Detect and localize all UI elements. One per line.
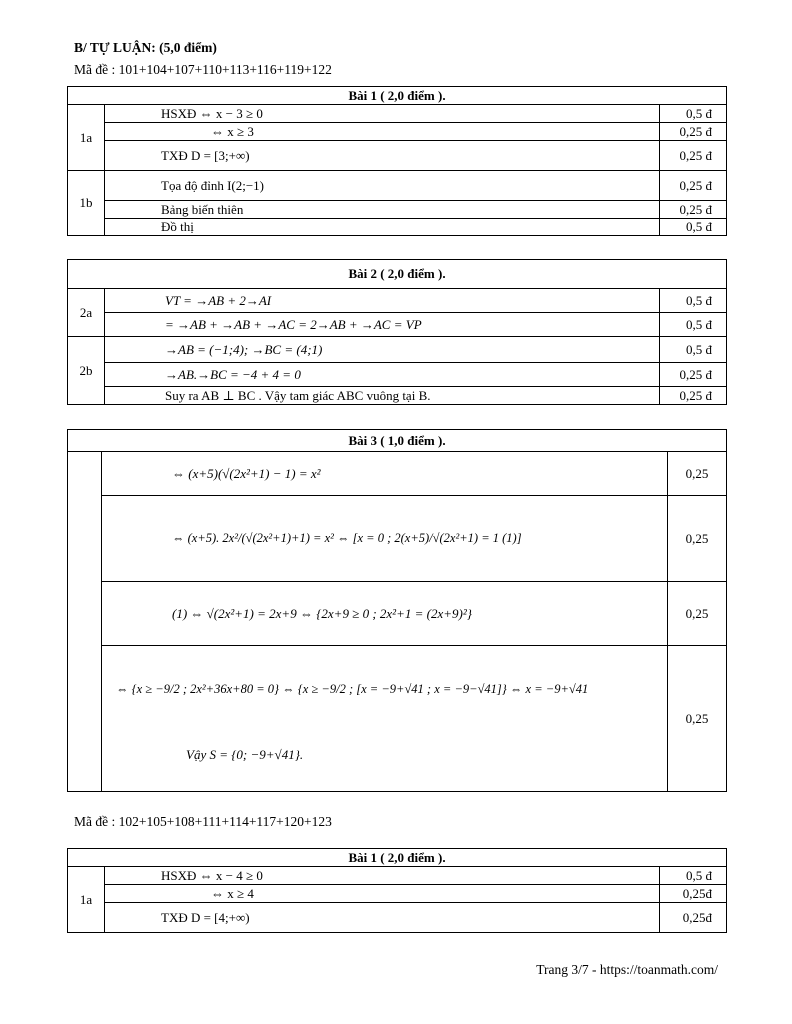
bai3-step4-cell: [102, 646, 668, 792]
bai3-step4: ⇔ {x ≥ −9/2 ; 2x²+36x+80 = 0} ⇔ {x ≥ −9/2 ; [x = −9+√41 ; x = −9−√41]} ⇔ x = −9+√41: [116, 682, 589, 696]
bai2-header: Bài 2 ( 2,0 điểm ).: [68, 260, 727, 289]
bai1-1b-line2: Bảng biến thiên: [105, 201, 660, 219]
bai1-1a-line2: ⇔ x ≥ 3: [105, 123, 660, 141]
bai2-2a-pts2: 0,5 đ: [660, 313, 727, 337]
page-footer: Trang 3/7 - https://toanmath.com/: [536, 962, 718, 977]
bai2-2b-line1: →AB = (−1;4); →BC = (4;1): [105, 337, 660, 363]
bai1-table: [67, 86, 727, 236]
bai1b-label-1a: 1a: [68, 867, 105, 933]
bai3-conclusion: Vậy S = {0; −9+√41}.: [186, 747, 304, 762]
bai1-label-1b: 1b: [68, 171, 105, 236]
bai1b-table: [67, 848, 727, 933]
section-title: B/ TỰ LUẬN: (5,0 điểm): [74, 40, 217, 55]
bai1b-1a-pts3: 0,25đ: [660, 903, 727, 933]
bai3-pts4: 0,25: [668, 646, 727, 792]
bai2-2a-line1: VT = →AB + 2→AI: [105, 289, 660, 313]
bai1-1b-pts2: 0,25 đ: [660, 201, 727, 219]
bai2-2b-line2: →AB.→BC = −4 + 4 = 0: [105, 363, 660, 387]
bai3-pts1: 0,25: [668, 452, 727, 496]
bai3-label-cell: [68, 452, 102, 792]
bai1-1b-pts3: 0,5 đ: [660, 219, 727, 236]
bai1b-1a-pts2: 0,25đ: [660, 885, 727, 903]
bai1-label-1a: 1a: [68, 105, 105, 171]
bai1b-1a-line1: HSXĐ ⇔ x − 4 ≥ 0: [105, 867, 660, 885]
bai3-pts2: 0,25: [668, 496, 727, 582]
bai2-2a-pts1: 0,5 đ: [660, 289, 727, 313]
bai3-table: [67, 429, 727, 792]
bai2-table: [67, 259, 727, 405]
bai2-label-2a: 2a: [68, 289, 105, 337]
bai1b-header: Bài 1 ( 2,0 điểm ).: [68, 849, 727, 867]
bai1-1a-pts2: 0,25 đ: [660, 123, 727, 141]
bai2-2a-line2: = →AB + →AB + →AC = 2→AB + →AC = VP: [105, 313, 660, 337]
bai2-2b-pts2: 0,25 đ: [660, 363, 727, 387]
bai1-1a-line3: TXĐ D = [3;+∞): [105, 141, 660, 171]
bai1-1a-line1: HSXĐ ⇔ x − 3 ≥ 0: [105, 105, 660, 123]
bai2-2b-line3: Suy ra AB ⊥ BC . Vậy tam giác ABC vuông tại B.: [105, 387, 660, 405]
bai3-step2: ⇔ (x+5). 2x²/(√(2x²+1)+1) = x² ⇔ [x = 0 ; 2(x+5)/√(2x²+1) = 1 (1)]: [102, 496, 668, 582]
ma-de-group-2: Mã đề : 102+105+108+111+114+117+120+123: [74, 814, 332, 829]
ma-de-group-1: Mã đề : 101+104+107+110+113+116+119+122: [74, 62, 332, 77]
bai2-2b-pts3: 0,25 đ: [660, 387, 727, 405]
bai2-2b-pts1: 0,5 đ: [660, 337, 727, 363]
bai3-header: Bài 3 ( 1,0 điểm ).: [68, 430, 727, 452]
bai1-1b-line3: Đồ thị: [105, 219, 660, 236]
bai3-step3: (1) ⇔ √(2x²+1) = 2x+9 ⇔ {2x+9 ≥ 0 ; 2x²+1 = (2x+9)²}: [102, 582, 668, 646]
bai1-1b-pts1: 0,25 đ: [660, 171, 727, 201]
bai1b-1a-pts1: 0,5 đ: [660, 867, 727, 885]
bai1-1a-pts3: 0,25 đ: [660, 141, 727, 171]
bai3-step1: ⇔ (x+5)(√(2x²+1) − 1) = x²: [102, 452, 668, 496]
bai1b-1a-line3: TXĐ D = [4;+∞): [105, 903, 660, 933]
bai1-1a-pts1: 0,5 đ: [660, 105, 727, 123]
bai1-header: Bài 1 ( 2,0 điểm ).: [68, 87, 727, 105]
bai1-1b-line1: Tọa độ đỉnh I(2;−1): [105, 171, 660, 201]
bai3-pts3: 0,25: [668, 582, 727, 646]
bai1b-1a-line2: ⇔ x ≥ 4: [105, 885, 660, 903]
bai2-label-2b: 2b: [68, 337, 105, 405]
